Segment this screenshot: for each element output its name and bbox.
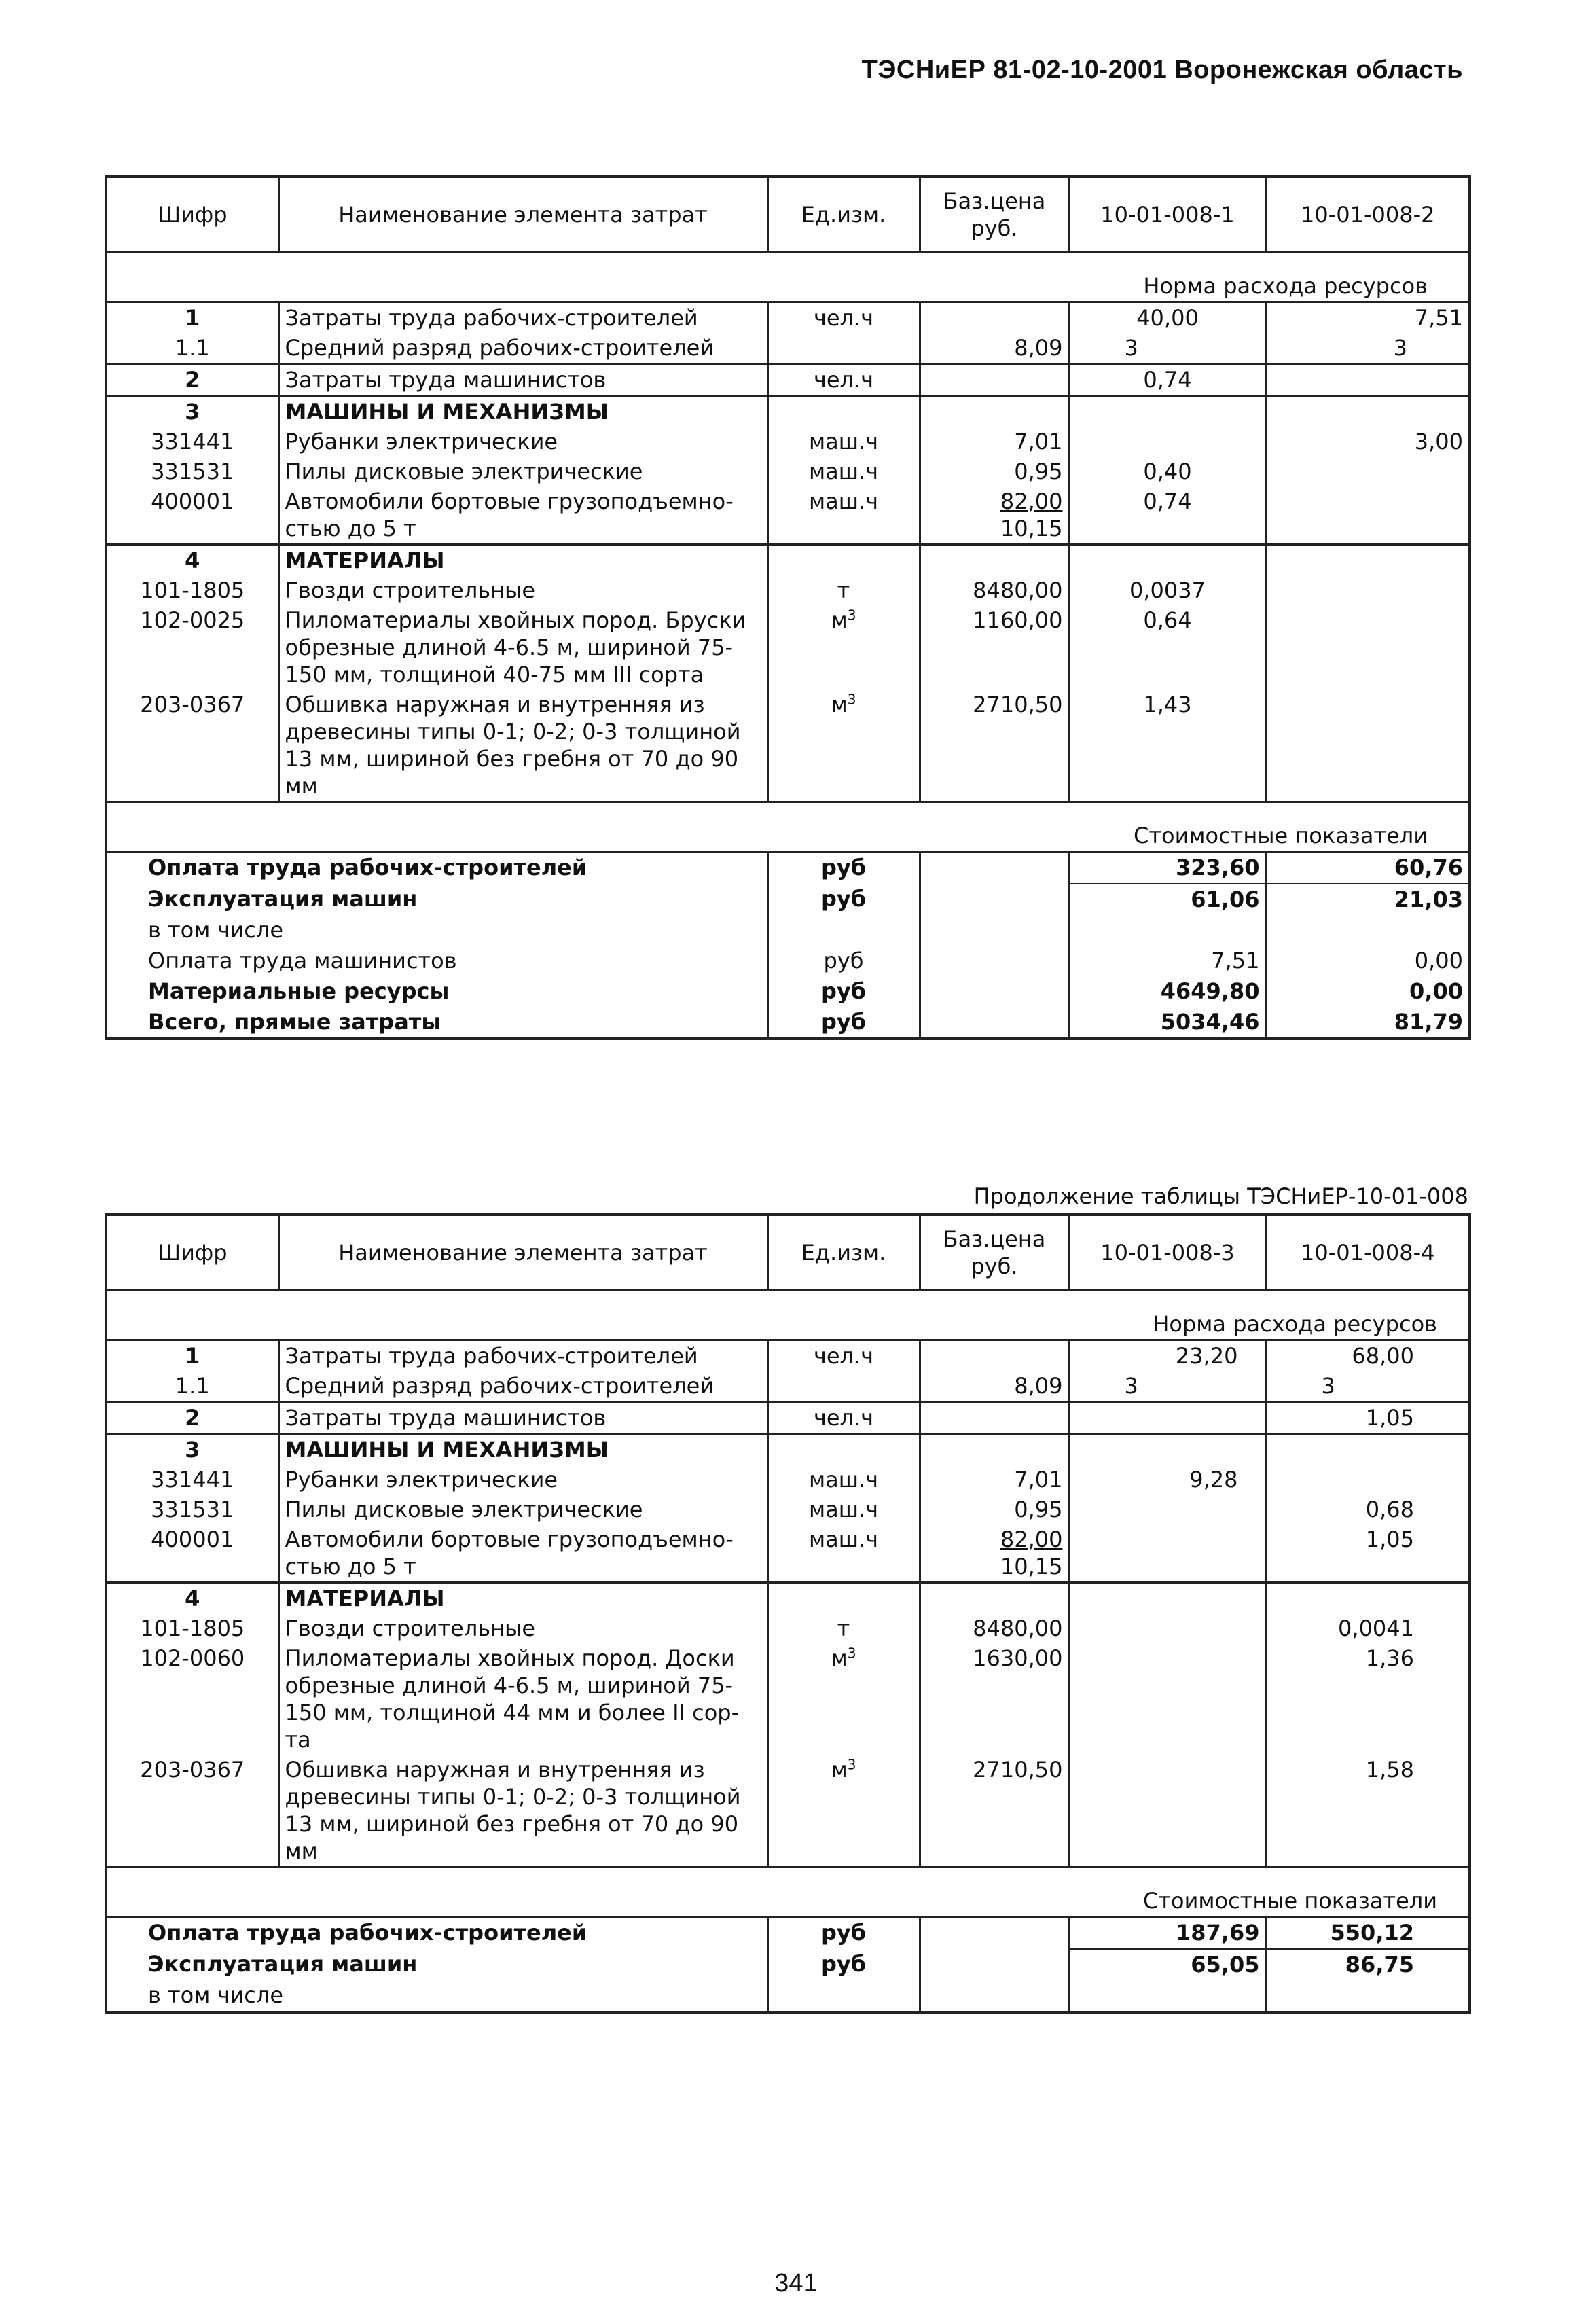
table-row [106, 427, 1470, 457]
table-cell: 2710,50 [920, 1755, 1069, 1867]
table-cell: Пиломатериалы хвойных пород. Доски обрезные длиной 4-6.5 м, шириной 75-150 мм, толщиной 44 мм и более II сор-та [278, 1643, 767, 1755]
page-number: 341 [774, 2269, 818, 2298]
resource-table-2 [105, 1213, 1471, 2014]
table-row [106, 302, 1470, 334]
table-cell [767, 545, 920, 576]
table-cell: 331531 [151, 1497, 234, 1522]
unit-superscript: 3 [847, 691, 856, 708]
table-cell [767, 1371, 920, 1402]
table-cell [1069, 545, 1266, 576]
table-cell: 550,12 [1266, 1917, 1470, 1950]
table-cell: 1.1 [106, 1371, 278, 1402]
unit-superscript: 3 [847, 1645, 856, 1662]
table-cell: 3 [1266, 333, 1470, 364]
cell-text: 82,00 [1000, 488, 1063, 514]
table-cell [1069, 1980, 1266, 2012]
table-cell: Рубанки электрические [278, 427, 767, 457]
table-cell [1266, 545, 1470, 576]
table-cell: 81,79 [1266, 1007, 1470, 1039]
table-cell: 8480,00 [920, 575, 1069, 605]
spacer-row [106, 821, 1470, 852]
spacer-row [106, 802, 1470, 821]
table-cell: маш.ч [767, 427, 920, 457]
table-cell: 1,43 [1069, 690, 1266, 802]
unit-superscript: 3 [847, 1756, 856, 1773]
table-cell: 86,75 [1266, 1949, 1470, 1980]
table-cell [767, 1583, 920, 1614]
table-cell: руб [767, 976, 920, 1007]
col-code-header: Шифр [106, 177, 278, 253]
table-cell: 5034,46 [1069, 1007, 1266, 1039]
table-cell [920, 1980, 1069, 2012]
table-row [106, 1371, 1470, 1402]
table-cell [1069, 1524, 1266, 1583]
table-cell: 102-0025 [140, 607, 245, 633]
table-row [106, 1465, 1470, 1495]
table-cell [1266, 575, 1470, 605]
table-cell [920, 302, 1069, 334]
table-cell: 2 [106, 364, 278, 396]
table-cell [920, 1949, 1069, 1980]
table-cell [920, 545, 1069, 576]
table-cell: 1,36 [1266, 1643, 1470, 1755]
table-cell [920, 1917, 1069, 1950]
table-row [106, 1755, 1470, 1867]
table-row [106, 457, 1470, 486]
table-cell: 40,00 [1069, 302, 1266, 334]
table-cell: 4 [185, 1586, 200, 1611]
spacer-row [106, 1309, 1470, 1340]
table-cell: Автомобили бортовые грузоподъемно-стью до 5 т [278, 1524, 767, 1583]
table-cell: 331531 [151, 459, 234, 484]
table-cell [767, 396, 920, 427]
col-norm4-header: 10-01-008-4 [1266, 1215, 1470, 1291]
table-cell: 4 [185, 548, 200, 573]
table-cell: 0,00 [1266, 946, 1470, 976]
table-cell: маш.ч [767, 1495, 920, 1524]
table-cell [106, 802, 1470, 821]
table-cell [767, 1434, 920, 1465]
table-cell: чел.ч [767, 302, 920, 334]
table-cell [920, 1007, 1069, 1039]
spacer-row [106, 1886, 1470, 1917]
table-header-row [106, 177, 1470, 253]
summary-row [106, 946, 1470, 976]
table-cell: Пилы дисковые электрические [278, 457, 767, 486]
table-cell [920, 1583, 1069, 1614]
table-cell: 9,28 [1069, 1465, 1266, 1495]
table-cell [920, 852, 1069, 884]
col-name-header: Наименование элемента затрат [278, 1215, 767, 1291]
table-cell [767, 690, 920, 802]
table-cell: 400001 [106, 1524, 278, 1583]
section-row [106, 396, 1470, 427]
spacer-row [106, 1291, 1470, 1310]
table-cell: МАШИНЫ И МЕХАНИЗМЫ [278, 396, 767, 427]
table-cell [106, 1291, 1470, 1310]
table-cell: руб [767, 1949, 920, 1980]
table-row [106, 1643, 1470, 1755]
table-cell: Обшивка наружная и внутренняя из древесины типы 0-1; 0-2; 0-3 толщиной 13 мм, шириной без гребня от 70 до 90 мм [278, 690, 767, 802]
table-cell: 0,95 [920, 1495, 1069, 1524]
table-row [106, 1613, 1470, 1643]
table-cell: 101-1805 [140, 577, 245, 603]
table-cell [767, 1980, 920, 2012]
cell-text: 82,00 [1000, 1526, 1063, 1552]
table-cell: 1630,00 [920, 1643, 1069, 1755]
summary-row [106, 1980, 1470, 2012]
table-cell: 8,09 [920, 333, 1069, 364]
table-cell: Материальные ресурсы [148, 978, 450, 1004]
continuation-caption: Продолжение таблицы ТЭСНиЕР-10-01-008 [973, 1183, 1468, 1209]
table-cell [767, 915, 920, 946]
table-cell: 1 [185, 305, 200, 331]
table-cell: Затраты труда машинистов [278, 1402, 767, 1434]
norm-label: Норма расхода ресурсов [106, 271, 1470, 302]
summary-row [106, 1949, 1470, 1980]
table-cell: руб [767, 852, 920, 884]
col-unit-header: Ед.изм. [767, 1215, 920, 1291]
table-cell: 0,64 [1069, 605, 1266, 690]
table-cell: 323,60 [1069, 852, 1266, 884]
col-unit-header: Ед.изм. [767, 177, 920, 253]
table-cell: 0,0037 [1069, 575, 1266, 605]
table-cell: руб [767, 1007, 920, 1039]
cost-label: Стоимостные показатели [106, 821, 1470, 852]
table-cell: 3,00 [1266, 427, 1470, 457]
table-cell: Средний разряд рабочих-строителей [278, 333, 767, 364]
table-cell: 0,74 [1069, 486, 1266, 545]
table-cell: 7,01 [920, 427, 1069, 457]
spacer-row [106, 271, 1470, 302]
table-cell [1266, 457, 1470, 486]
table-cell: 60,76 [1266, 852, 1470, 884]
table-cell: 3 [1266, 1371, 1470, 1402]
table-cell: в том числе [148, 917, 283, 943]
cell-text: м [831, 607, 848, 633]
table-cell: 203-0367 [140, 692, 245, 717]
table-cell: в том числе [148, 1982, 283, 2008]
table-cell [1069, 915, 1266, 946]
table-cell: Эксплуатация машин [148, 1951, 418, 1977]
table-cell: руб [767, 1917, 920, 1950]
table-cell [767, 605, 920, 690]
table-cell: 2710,50 [920, 690, 1069, 802]
table-cell: маш.ч [767, 457, 920, 486]
table-cell: маш.ч [767, 1465, 920, 1495]
table-cell: т [767, 1613, 920, 1643]
table-row [106, 605, 1470, 690]
table-cell [106, 253, 1470, 272]
table-cell [1069, 1495, 1266, 1524]
table-cell: Всего, прямые затраты [148, 1009, 441, 1035]
table-cell: чел.ч [767, 1402, 920, 1434]
table-cell [767, 333, 920, 364]
table-cell [920, 1340, 1069, 1372]
cell-text: 10,15 [1000, 1554, 1063, 1579]
table-cell: 1,58 [1266, 1755, 1470, 1867]
table-cell: маш.ч [767, 1524, 920, 1583]
table-cell: МАШИНЫ И МЕХАНИЗМЫ [278, 1434, 767, 1465]
table-cell [920, 1524, 1069, 1583]
summary-row [106, 1007, 1470, 1039]
table-cell [1266, 1583, 1470, 1614]
table-cell: 0,68 [1266, 1495, 1470, 1524]
table-cell: МАТЕРИАЛЫ [278, 545, 767, 576]
table-cell [1266, 486, 1470, 545]
section-row [106, 545, 1470, 576]
table-cell: Рубанки электрические [278, 1465, 767, 1495]
table-cell: Затраты труда рабочих-строителей [278, 302, 767, 334]
table-cell: Оплата труда машинистов [148, 948, 457, 973]
table-row [106, 575, 1470, 605]
table-cell: 1160,00 [920, 605, 1069, 690]
table-cell [1069, 1434, 1266, 1465]
table-cell [1266, 690, 1470, 802]
table-cell: 23,20 [1069, 1340, 1266, 1372]
table-cell: Пиломатериалы хвойных пород. Бруски обрезные длиной 4-6.5 м, шириной 75-150 мм, толщиной 40-75 мм III сорта [278, 605, 767, 690]
table-row [106, 1402, 1470, 1434]
table-cell [920, 364, 1069, 396]
table-cell [920, 1402, 1069, 1434]
summary-row [106, 884, 1470, 915]
summary-row [106, 976, 1470, 1007]
table-cell: чел.ч [767, 1340, 920, 1372]
table-cell: 65,05 [1069, 1949, 1266, 1980]
table-cell [1266, 605, 1470, 690]
summary-row [106, 915, 1470, 946]
summary-row [106, 852, 1470, 884]
table-cell: руб [767, 946, 920, 976]
table-row [106, 690, 1470, 802]
table-cell: Пилы дисковые электрические [278, 1495, 767, 1524]
table-cell: чел.ч [767, 364, 920, 396]
table-cell: 68,00 [1266, 1340, 1470, 1372]
table-cell: т [767, 575, 920, 605]
table-cell: 1.1 [106, 333, 278, 364]
table-cell [1069, 1402, 1266, 1434]
cost-label: Стоимостные показатели [106, 1886, 1470, 1917]
table-cell: 2 [106, 1402, 278, 1434]
col-norm3-header: 10-01-008-3 [1069, 1215, 1266, 1291]
table-cell [1069, 427, 1266, 457]
norm-label: Норма расхода ресурсов [106, 1309, 1470, 1340]
table-cell [1266, 1465, 1470, 1495]
cell-text: м [831, 1757, 848, 1783]
table-cell: 21,03 [1266, 884, 1470, 915]
col-price-header: Баз.цена руб. [920, 1215, 1069, 1291]
table-cell: 3 [185, 399, 200, 425]
table-cell: 3 [1069, 1371, 1266, 1402]
table-cell: Оплата труда рабочих-строителей [148, 1920, 587, 1946]
document-title: ТЭСНиЕР 81-02-10-2001 Воронежская область [861, 56, 1463, 84]
table-cell: 4649,80 [1069, 976, 1266, 1007]
table-row [106, 1524, 1470, 1583]
table-cell: 1,05 [1266, 1402, 1470, 1434]
table-cell: Гвозди строительные [278, 575, 767, 605]
table-cell [920, 1434, 1069, 1465]
table-cell: Средний разряд рабочих-строителей [278, 1371, 767, 1402]
table-cell: 187,69 [1069, 1917, 1266, 1950]
table-header-row [106, 1215, 1470, 1291]
col-code-header: Шифр [106, 1215, 278, 1291]
table-cell: 101-1805 [140, 1615, 245, 1641]
table-row [106, 1340, 1470, 1372]
summary-row [106, 1917, 1470, 1950]
table-cell: 1,05 [1266, 1524, 1470, 1583]
cell-text: 10,15 [1000, 516, 1063, 541]
table-cell [920, 946, 1069, 976]
table-cell: 7,51 [1069, 946, 1266, 976]
col-name-header: Наименование элемента затрат [278, 177, 767, 253]
table-cell: МАТЕРИАЛЫ [278, 1583, 767, 1614]
table-cell [767, 1755, 920, 1867]
spacer-row [106, 1867, 1470, 1887]
table-cell [1266, 1980, 1470, 2012]
table-cell: 0,95 [920, 457, 1069, 486]
table-cell: 331441 [151, 429, 234, 454]
cell-text: м [831, 1645, 848, 1671]
table-cell: 3 [1069, 333, 1266, 364]
table-cell [1069, 1643, 1266, 1755]
unit-superscript: 3 [847, 607, 856, 624]
table-cell [1266, 1434, 1470, 1465]
table-cell: Затраты труда машинистов [278, 364, 767, 396]
table-cell: Автомобили бортовые грузоподъемно-стью до 5 т [278, 486, 767, 545]
table-cell: 8,09 [920, 1371, 1069, 1402]
table-cell [1069, 1583, 1266, 1614]
table-row [106, 364, 1470, 396]
table-row [106, 333, 1470, 364]
table-cell: 61,06 [1069, 884, 1266, 915]
table-cell: 102-0060 [140, 1645, 245, 1671]
table-cell [920, 884, 1069, 915]
col-price-header: Баз.цена руб. [920, 177, 1069, 253]
table-cell: Оплата труда рабочих-строителей [148, 855, 587, 880]
table-cell: маш.ч [767, 486, 920, 545]
table-cell: Обшивка наружная и внутренняя из древесины типы 0-1; 0-2; 0-3 толщиной 13 мм, шириной без гребня от 70 до 90 мм [278, 1755, 767, 1867]
table-cell [920, 976, 1069, 1007]
table-cell [106, 1867, 1470, 1887]
col-norm2-header: 10-01-008-2 [1266, 177, 1470, 253]
table-cell: 0,0041 [1266, 1613, 1470, 1643]
table-cell: 400001 [106, 486, 278, 545]
table-cell: 7,01 [920, 1465, 1069, 1495]
table-cell [1069, 1613, 1266, 1643]
resource-table-1 [105, 175, 1471, 1040]
table-cell [920, 486, 1069, 545]
table-cell: Гвозди строительные [278, 1613, 767, 1643]
table-cell: 7,51 [1266, 302, 1470, 334]
col-norm1-header: 10-01-008-1 [1069, 177, 1266, 253]
table-cell: 331441 [151, 1467, 234, 1492]
table-cell: Эксплуатация машин [148, 886, 418, 912]
table-cell: Затраты труда рабочих-строителей [278, 1340, 767, 1372]
section-row [106, 1434, 1470, 1465]
table-cell: 203-0367 [140, 1757, 245, 1783]
table-cell [1069, 1755, 1266, 1867]
table-cell [920, 396, 1069, 427]
cell-text: м [831, 692, 848, 717]
table-cell [767, 1643, 920, 1755]
table-cell [1069, 396, 1266, 427]
table-row [106, 1495, 1470, 1524]
table-cell: 0,74 [1069, 364, 1266, 396]
table-row [106, 486, 1470, 545]
table-cell: руб [767, 884, 920, 915]
table-cell: 8480,00 [920, 1613, 1069, 1643]
table-cell [920, 915, 1069, 946]
table-cell [1266, 915, 1470, 946]
table-cell: 3 [185, 1437, 200, 1463]
table-cell [1266, 396, 1470, 427]
table-cell: 0,40 [1069, 457, 1266, 486]
spacer-row [106, 253, 1470, 272]
section-row [106, 1583, 1470, 1614]
table-cell: 0,00 [1266, 976, 1470, 1007]
table-cell: 1 [185, 1343, 200, 1369]
table-cell [1266, 364, 1470, 396]
